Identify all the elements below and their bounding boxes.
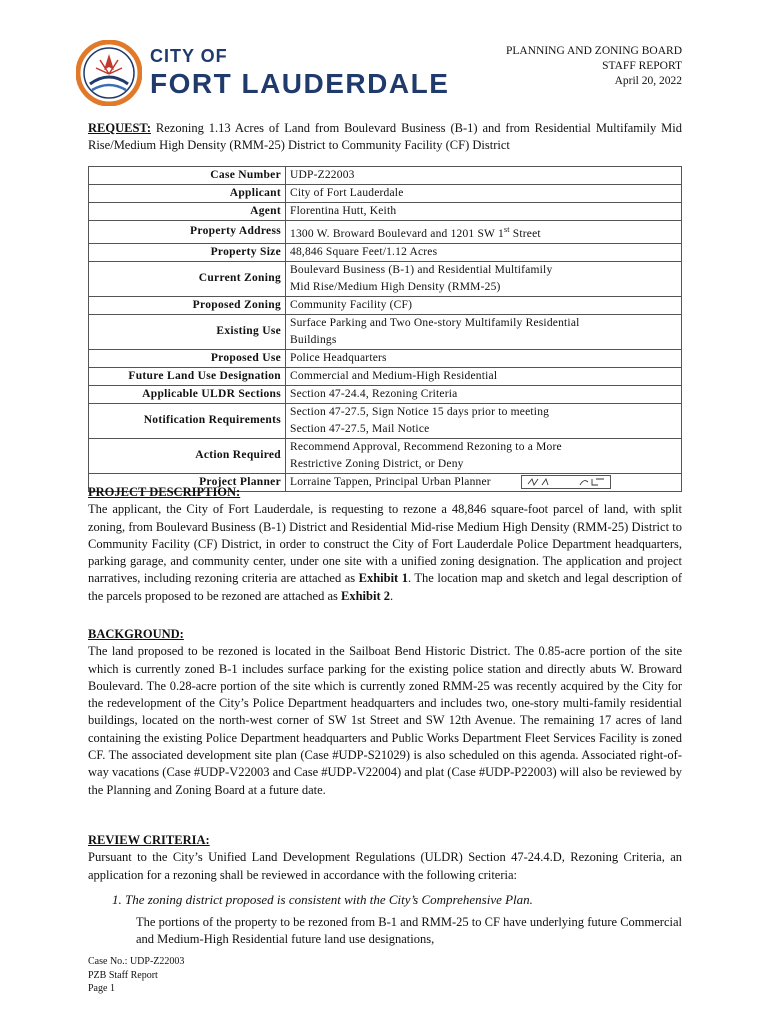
applicant-value: City of Fort Lauderdale xyxy=(286,185,682,203)
case-info-table xyxy=(88,166,682,492)
future-land-use-label: Future Land Use Designation xyxy=(89,367,286,385)
property-size-label: Property Size xyxy=(89,243,286,261)
logo-fort-lauderdale: FORT LAUDERDALE xyxy=(150,68,450,99)
page-footer xyxy=(88,955,184,996)
request-text: Rezoning 1.13 Acres of Land from Boulevard Business (B-1) and from Residential Multifamily Mid Rise/Medium High Density (RMM-25) District to Community Facility (CF) District xyxy=(88,121,682,152)
action-line-2: Restrictive Zoning District, or Deny xyxy=(290,457,464,470)
project-description-section xyxy=(88,484,682,605)
city-logo xyxy=(76,40,450,110)
agent-value: Florentina Hutt, Keith xyxy=(286,203,682,221)
table-row xyxy=(89,296,682,314)
current-zoning-line-2: Mid Rise/Medium High Density (RMM-25) xyxy=(290,280,501,293)
notification-value xyxy=(286,403,682,438)
report-date: April 20, 2022 xyxy=(614,75,682,87)
criterion-1-text: The portions of the property to be rezoned from B-1 and RMM-25 to CF have underlying future Commercial and Medium-High Residential future land use designations, xyxy=(136,915,682,947)
future-land-use-value: Commercial and Medium-High Residential xyxy=(286,367,682,385)
proposed-zoning-label: Proposed Zoning xyxy=(89,296,286,314)
background-section xyxy=(88,626,682,799)
table-row xyxy=(89,403,682,438)
review-criteria-section xyxy=(88,832,682,884)
current-zoning-value xyxy=(286,261,682,296)
table-row xyxy=(89,221,682,244)
project-description-text-a: The applicant, the City of Fort Lauderdale, is requesting to rezone a 48,846 square-foot parcel of land, with split zoning, from Boulevard Business (B-1) District and Residential Mid-rise Medium High Density (RMM-25) District to Community Facility (CF) District, in order to construct the City of Fort Lauderdale Police Department headquarters, parking garage, and community center, under one site with a unified zoning designation. The application and project narratives, including rezoning criteria are attached as xyxy=(88,502,682,586)
footer-case-number: Case No.: UDP-Z22003 xyxy=(88,956,185,967)
action-required-label: Action Required xyxy=(89,438,286,473)
table-row xyxy=(89,385,682,403)
table-row xyxy=(89,185,682,203)
table-row xyxy=(89,167,682,185)
project-description-text-b: . The location map and sketch and legal description of the parcels proposed to be rezoned are attached as xyxy=(88,571,682,603)
footer-page-number: Page 1 xyxy=(88,983,115,994)
report-type: STAFF REPORT xyxy=(602,60,682,72)
project-description-heading: PROJECT DESCRIPTION: xyxy=(88,485,241,499)
address-part-1: 1300 W. Broward Boulevard and 1201 SW 1 xyxy=(290,227,504,240)
notification-line-1: Section 47-27.5, Sign Notice 15 days prior to meeting xyxy=(290,405,550,418)
property-size-value: 48,846 Square Feet/1.12 Acres xyxy=(286,243,682,261)
request-paragraph xyxy=(88,120,682,154)
review-criteria-heading: REVIEW CRITERIA: xyxy=(88,833,210,847)
existing-use-value xyxy=(286,314,682,349)
current-zoning-label: Current Zoning xyxy=(89,261,286,296)
criterion-1-heading: 1. The zoning district proposed is consistent with the City’s Comprehensive Plan. xyxy=(112,892,533,907)
notification-line-2: Section 47-27.5, Mail Notice xyxy=(290,422,430,435)
proposed-use-label: Proposed Use xyxy=(89,349,286,367)
action-required-value xyxy=(286,438,682,473)
address-part-2: Street xyxy=(509,227,541,240)
table-row xyxy=(89,243,682,261)
existing-use-label: Existing Use xyxy=(89,314,286,349)
case-number-value: UDP-Z22003 xyxy=(286,167,682,185)
current-zoning-line-1: Boulevard Business (B-1) and Residential Multifamily xyxy=(290,263,553,276)
property-address-value xyxy=(286,221,682,244)
uldr-sections-value: Section 47-24.4, Rezoning Criteria xyxy=(286,385,682,403)
exhibit-2-ref: Exhibit 2 xyxy=(341,588,390,603)
footer-report-name: PZB Staff Report xyxy=(88,969,158,981)
table-row xyxy=(89,203,682,221)
table-row xyxy=(89,349,682,367)
applicant-label: Applicant xyxy=(89,185,286,203)
table-row xyxy=(89,438,682,473)
report-header xyxy=(506,44,682,89)
proposed-use-value: Police Headquarters xyxy=(286,349,682,367)
proposed-zoning-value: Community Facility (CF) xyxy=(286,296,682,314)
project-description-text-c: . xyxy=(390,588,394,603)
existing-use-line-2: Buildings xyxy=(290,333,337,346)
request-label: REQUEST: xyxy=(88,121,151,135)
address-superscript: st xyxy=(503,225,510,234)
review-criteria-text: Pursuant to the City’s Unified Land Development Regulations (ULDR) Section 47-24.4.D, Rezoning Criteria, an application for a rezoning shall be reviewed in accordance with the following criteria: xyxy=(88,850,682,882)
table-row xyxy=(89,314,682,349)
city-seal-icon xyxy=(76,40,142,106)
background-text: The land proposed to be rezoned is located in the Sailboat Bend Historic District. The 0.85-acre portion of the site which is currently zoned B-1 includes surface parking for the existing police station and directly abuts W. Broward Boulevard. The 0.28-acre portion of the site which is currently zoned RMM-25 was recently acquired by the City for the redevelopment of the City’s Police Department headquarters and includes two, one-story multi-family residential buildings, located on the north-west corner of SW 1st Street and SW 12th Avenue. The remaining 17 acres of land containing the existing Police Department headquarters and Public Works Department Fleet Services Facility is zoned CF. The associated development site plan (Case #UDP-S21029) is also scheduled on this agenda. Associated right-of-way vacations (Case #UDP-V22003 and Case #UDP-V22004) and plat (Case #UDP-P22003) will also be reviewed by the Planning and Zoning Board at a future date. xyxy=(88,644,682,797)
table-row xyxy=(89,261,682,296)
case-number-label: Case Number xyxy=(89,167,286,185)
exhibit-1-ref: Exhibit 1 xyxy=(358,571,408,586)
existing-use-line-1: Surface Parking and Two One-story Multifamily Residential xyxy=(290,316,580,329)
table-row xyxy=(89,367,682,385)
property-address-label: Property Address xyxy=(89,221,286,244)
background-heading: BACKGROUND: xyxy=(88,627,184,641)
action-line-1: Recommend Approval, Recommend Rezoning to a More xyxy=(290,440,562,453)
uldr-sections-label: Applicable ULDR Sections xyxy=(89,385,286,403)
logo-city-of: CITY OF xyxy=(150,46,228,66)
agent-label: Agent xyxy=(89,203,286,221)
planner-name: Lorraine Tappen, Principal Urban Planner xyxy=(290,475,491,488)
notification-label: Notification Requirements xyxy=(89,403,286,438)
project-planner-label: Project Planner xyxy=(89,473,286,491)
board-name: PLANNING AND ZONING BOARD xyxy=(505,45,682,57)
